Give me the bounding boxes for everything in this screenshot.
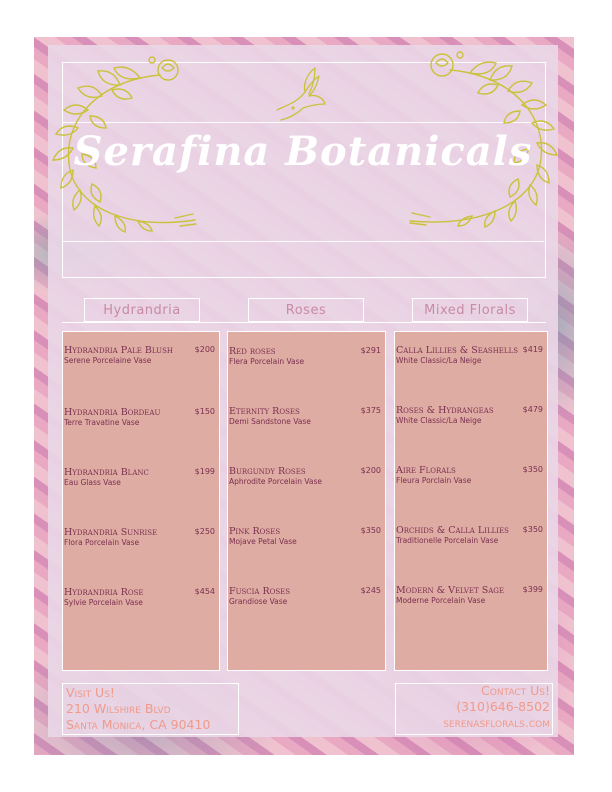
item-name: Aire Florals — [396, 465, 456, 476]
item-vase: Aphrodite Porcelain Vase — [229, 477, 323, 486]
item-price: $350 — [360, 526, 381, 535]
item-price: $454 — [194, 587, 215, 596]
brand-title: Serafina Botanicals — [73, 128, 533, 175]
dove-icon — [273, 64, 333, 124]
item-vase: Terre Travatine Vase — [64, 418, 140, 427]
menu-column-hydrandria — [62, 331, 220, 671]
item-name: Hydrandria Blanc — [64, 467, 149, 478]
item-price: $245 — [360, 586, 381, 595]
item-price: $479 — [522, 405, 543, 414]
item-name: Calla Lillies & Seashells — [396, 345, 519, 356]
item-price: $150 — [194, 407, 215, 416]
item-price: $200 — [194, 345, 215, 354]
item-vase: Moderne Porcelain Vase — [396, 596, 486, 605]
category-tab-roses: Roses — [248, 298, 364, 322]
address-line-1: 210 Wilshire Blvd — [66, 701, 171, 716]
item-name: Eternity Roses — [229, 406, 300, 417]
item-name: Burgundy Roses — [229, 466, 306, 477]
item-price: $291 — [360, 346, 381, 355]
item-vase: Fleura Porclain Vase — [396, 476, 472, 485]
item-name: Fuscia Roses — [229, 586, 291, 597]
item-price: $199 — [194, 467, 215, 476]
item-vase: Flera Porcelain Vase — [229, 357, 305, 366]
item-vase: Sylvie Porcelain Vase — [64, 598, 143, 607]
item-name: Modern & Velvet Sage — [396, 585, 504, 596]
item-price: $399 — [522, 585, 543, 594]
item-vase: White Classic/La Neige — [396, 356, 482, 365]
section-divider — [62, 322, 546, 323]
menu-column-mixed-florals — [394, 331, 548, 671]
category-tab-mixed-florals: Mixed Florals — [412, 298, 528, 322]
category-tab-hydrandria: Hydrandria — [84, 298, 200, 322]
item-name: Pink Roses — [229, 526, 281, 537]
item-name: Red roses — [229, 346, 276, 357]
website-link[interactable]: serenasflorals.com — [443, 715, 550, 730]
item-vase: Flora Porcelain Vase — [64, 538, 140, 547]
phone-number: (310)646-8502 — [456, 699, 550, 714]
contact-label: Contact Us! — [481, 683, 550, 698]
item-price: $419 — [522, 345, 543, 354]
item-vase: White Classic/La Neige — [396, 416, 482, 425]
item-vase: Mojave Petal Vase — [229, 537, 297, 546]
item-price: $375 — [360, 406, 381, 415]
item-name: Hydrandria Rose — [64, 587, 144, 598]
item-vase: Serene Porcelaine Vase — [64, 356, 152, 365]
item-name: Roses & Hydrangeas — [396, 405, 494, 416]
item-price: $350 — [522, 465, 543, 474]
item-name: Hydrandria Pale Blush — [64, 345, 173, 356]
item-name: Hydrandria Bordeau — [64, 407, 161, 418]
item-vase: Demi Sandstone Vase — [229, 417, 311, 426]
menu-column-roses — [227, 331, 386, 671]
item-vase: Traditionelle Porcelain Vase — [396, 536, 499, 545]
item-price: $350 — [522, 525, 543, 534]
item-name: Orchids & Calla Lillies — [396, 525, 509, 536]
item-name: Hydrandria Sunrise — [64, 527, 158, 538]
item-vase: Eau Glass Vase — [64, 478, 121, 487]
visit-label: Visit Us! — [66, 685, 115, 700]
item-price: $200 — [360, 466, 381, 475]
address-line-2: Santa Monica, CA 90410 — [66, 717, 211, 732]
item-vase: Grandiose Vase — [229, 597, 288, 606]
item-price: $250 — [194, 527, 215, 536]
